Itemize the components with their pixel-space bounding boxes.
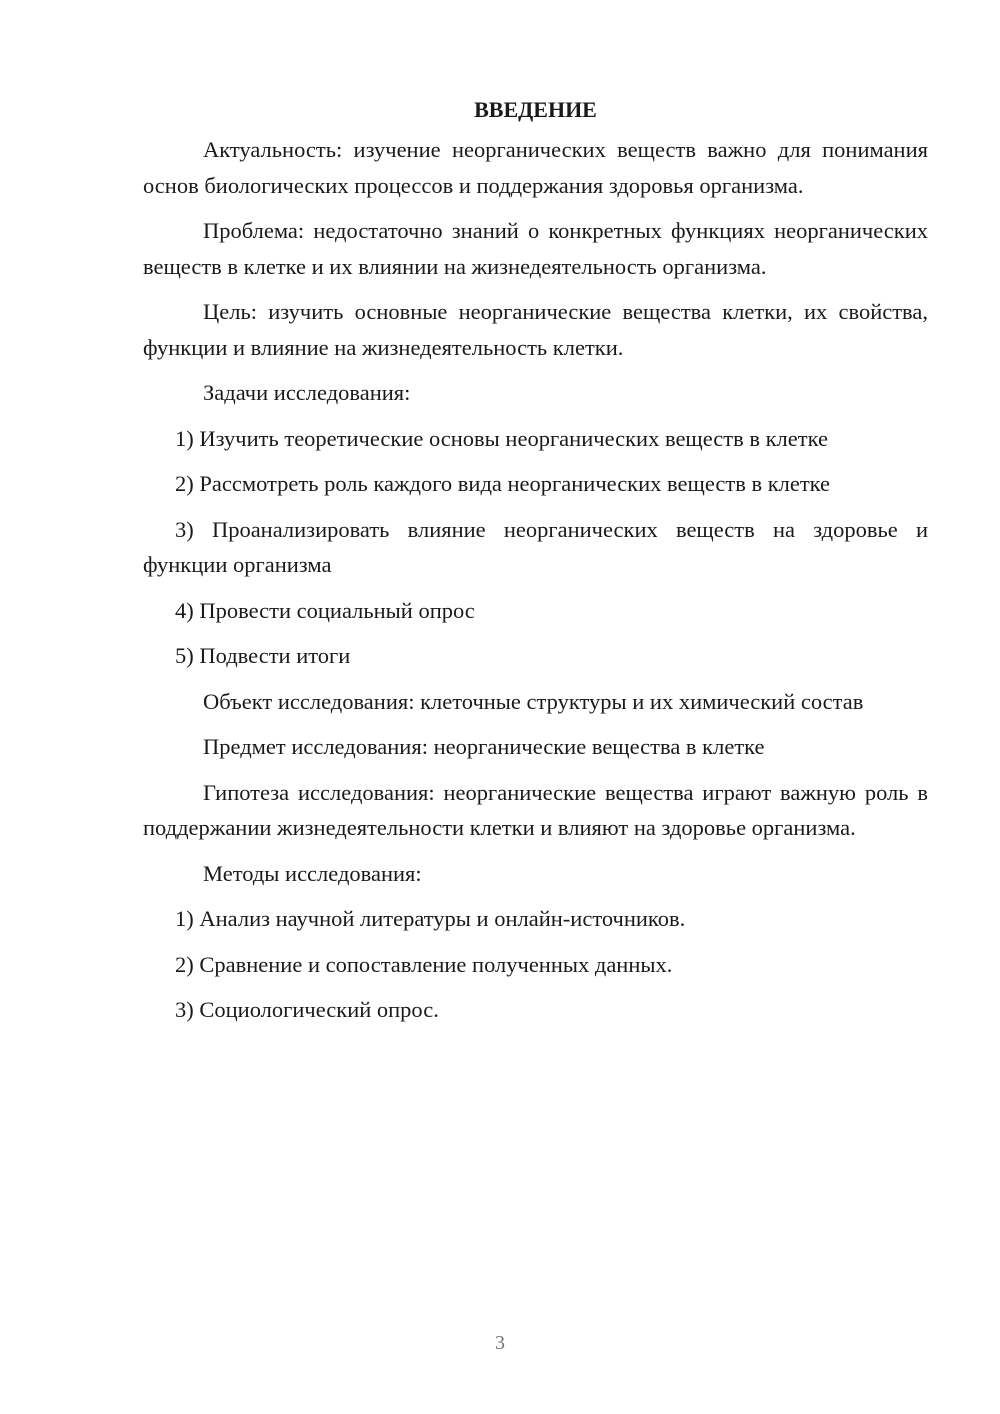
hypothesis-paragraph: Гипотеза исследования: неорганические вещества играют важную роль в поддержании жизнедеятельности клетки и влияют на здоровье организма. <box>143 779 928 840</box>
task-item-5: 5) Подвести итоги <box>175 643 351 668</box>
object-paragraph: Объект исследования: клеточные структуры и их химический состав <box>203 688 864 714</box>
task-item-4: 4) Провести социальный опрос <box>175 597 475 623</box>
method-item-1: 1) Анализ научной литературы и онлайн-источников. <box>175 906 686 931</box>
page-number: 3 <box>495 1332 505 1354</box>
relevance-paragraph: Актуальность: изучение неорганических веществ важно для понимания основ биологических процессов и поддержания здоровья организма. <box>143 137 928 198</box>
tasks-heading: Задачи исследования: <box>203 380 411 405</box>
subject-paragraph: Предмет исследования: неорганические вещества в клетке <box>203 734 765 759</box>
method-item-2: 2) Сравнение и сопоставление полученных данных. <box>175 951 673 977</box>
goal-paragraph: Цель: изучить основные неорганические вещества клетки, их свойства, функции и влияние на жизнедеятельность клетки. <box>143 299 928 360</box>
methods-heading: Методы исследования: <box>203 860 422 886</box>
problem-paragraph: Проблема: недостаточно знаний о конкретных функциях неорганических веществ в клетке и их влиянии на жизнедеятельность организма. <box>143 218 928 279</box>
document-page <box>143 92 928 1038</box>
task-item-2: 2) Рассмотреть роль каждого вида неорганических веществ в клетке <box>175 471 831 496</box>
page-title: ВВЕДЕНИЕ <box>474 97 597 122</box>
method-item-3: 3) Социологический опрос. <box>175 997 439 1022</box>
task-item-1: 1) Изучить теоретические основы неорганических веществ в клетке <box>175 425 828 451</box>
task-item-3: 3) Проанализировать влияние неорганических веществ на здоровье и функции организма <box>143 516 928 577</box>
